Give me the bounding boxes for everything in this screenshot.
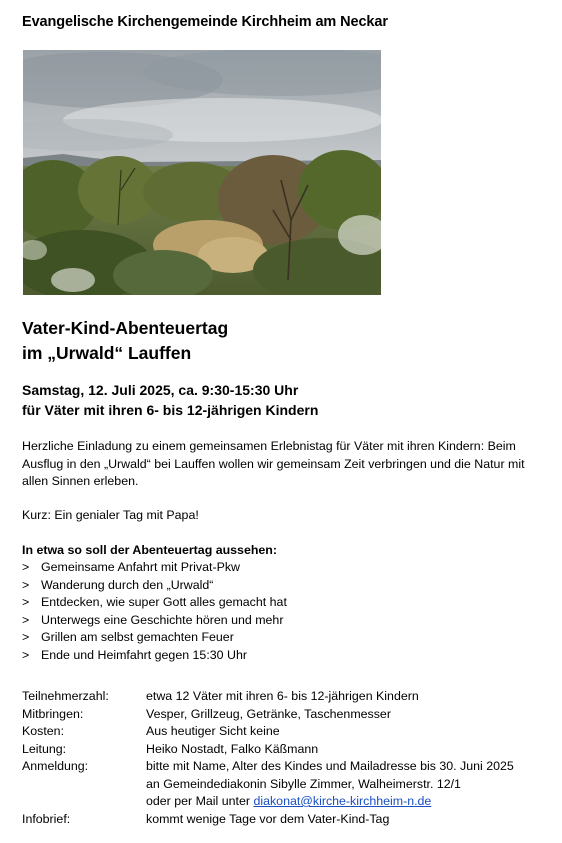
- detail-value: Aus heutiger Sicht keine: [146, 724, 280, 738]
- email-link[interactable]: diakonat@kirche-kirchheim-n.de: [253, 794, 432, 808]
- registration-line-2: an Gemeindediakonin Sibylle Zimmer, Walheimerstr. 12/1: [146, 776, 461, 791]
- bullet-marker: >: [22, 647, 30, 662]
- bullet-marker: >: [22, 577, 30, 592]
- detail-row-costs: [22, 723, 552, 741]
- list-item: > Ende und Heimfahrt gegen 15:30 Uhr: [22, 647, 542, 665]
- event-details: [22, 688, 552, 828]
- detail-row-bring: [22, 706, 552, 724]
- detail-label: Mitbringen:: [22, 706, 84, 721]
- intro-paragraph: Herzliche Einladung zu einem gemeinsamen Erlebnistag für Väter mit ihren Kindern: Beim Ausflug in den „Urwald“ bei Lauffen wollen wir gemeinsam Zeit verbringen und die Natur mit allen Sinnen erleben.: [22, 439, 525, 488]
- schedule-heading: In etwa so soll der Abenteuertag aussehen:: [22, 543, 277, 557]
- bullet-marker: >: [22, 630, 30, 644]
- detail-row-participants: [22, 688, 552, 706]
- detail-value: [146, 758, 552, 811]
- event-title-line-1: Vater-Kind-Abenteuertag: [22, 318, 229, 338]
- detail-value: etwa 12 Väter mit ihren 6- bis 12-jährigen Kindern: [146, 689, 419, 703]
- bullet-marker: >: [22, 595, 30, 609]
- forest-landscape-photo: [23, 50, 381, 295]
- detail-value: kommt wenige Tage vor dem Vater-Kind-Tag: [146, 811, 390, 826]
- list-item: > Entdecken, wie super Gott alles gemacht hat: [22, 594, 542, 612]
- detail-label: Infobrief:: [22, 811, 71, 826]
- summary-line: Kurz: Ein genialer Tag mit Papa!: [22, 508, 199, 522]
- church-header: Evangelische Kirchengemeinde Kirchheim am Neckar: [22, 14, 388, 30]
- list-item: > Unterwegs eine Geschichte hören und mehr: [22, 612, 542, 630]
- detail-value: Heiko Nostadt, Falko Käßmann: [146, 741, 319, 756]
- detail-label: Anmeldung:: [22, 759, 89, 773]
- detail-label: Kosten:: [22, 724, 65, 738]
- detail-row-newsletter: [22, 811, 552, 829]
- list-item: > Grillen am selbst gemachten Feuer: [22, 629, 542, 647]
- detail-value: Vesper, Grillzeug, Getränke, Taschenmesser: [146, 706, 391, 721]
- bullet-marker: >: [22, 560, 30, 574]
- flyer-page: [22, 12, 542, 826]
- detail-row-leaders: [22, 741, 552, 759]
- event-date-block: [22, 380, 542, 420]
- schedule-list: [22, 559, 542, 664]
- bullet-marker: >: [22, 612, 30, 627]
- event-date: Samstag, 12. Juli 2025, ca. 9:30-15:30 Uhr: [22, 382, 299, 398]
- list-item: > Wanderung durch den „Urwald“: [22, 577, 542, 595]
- detail-row-registration: [22, 758, 552, 811]
- registration-line-1: bitte mit Name, Alter des Kindes und Mailadresse bis 30. Juni 2025: [146, 759, 514, 773]
- detail-label: Teilnehmerzahl:: [22, 689, 109, 703]
- event-audience: für Väter mit ihren 6- bis 12-jährigen Kindern: [22, 402, 319, 418]
- event-title: [22, 316, 542, 366]
- list-item: > Gemeinsame Anfahrt mit Privat-Pkw: [22, 559, 542, 577]
- detail-label: Leitung:: [22, 741, 67, 756]
- event-title-line-2: im „Urwald“ Lauffen: [22, 343, 192, 363]
- registration-line-3: oder per Mail unter diakonat@kirche-kirchheim-n.de: [146, 794, 432, 808]
